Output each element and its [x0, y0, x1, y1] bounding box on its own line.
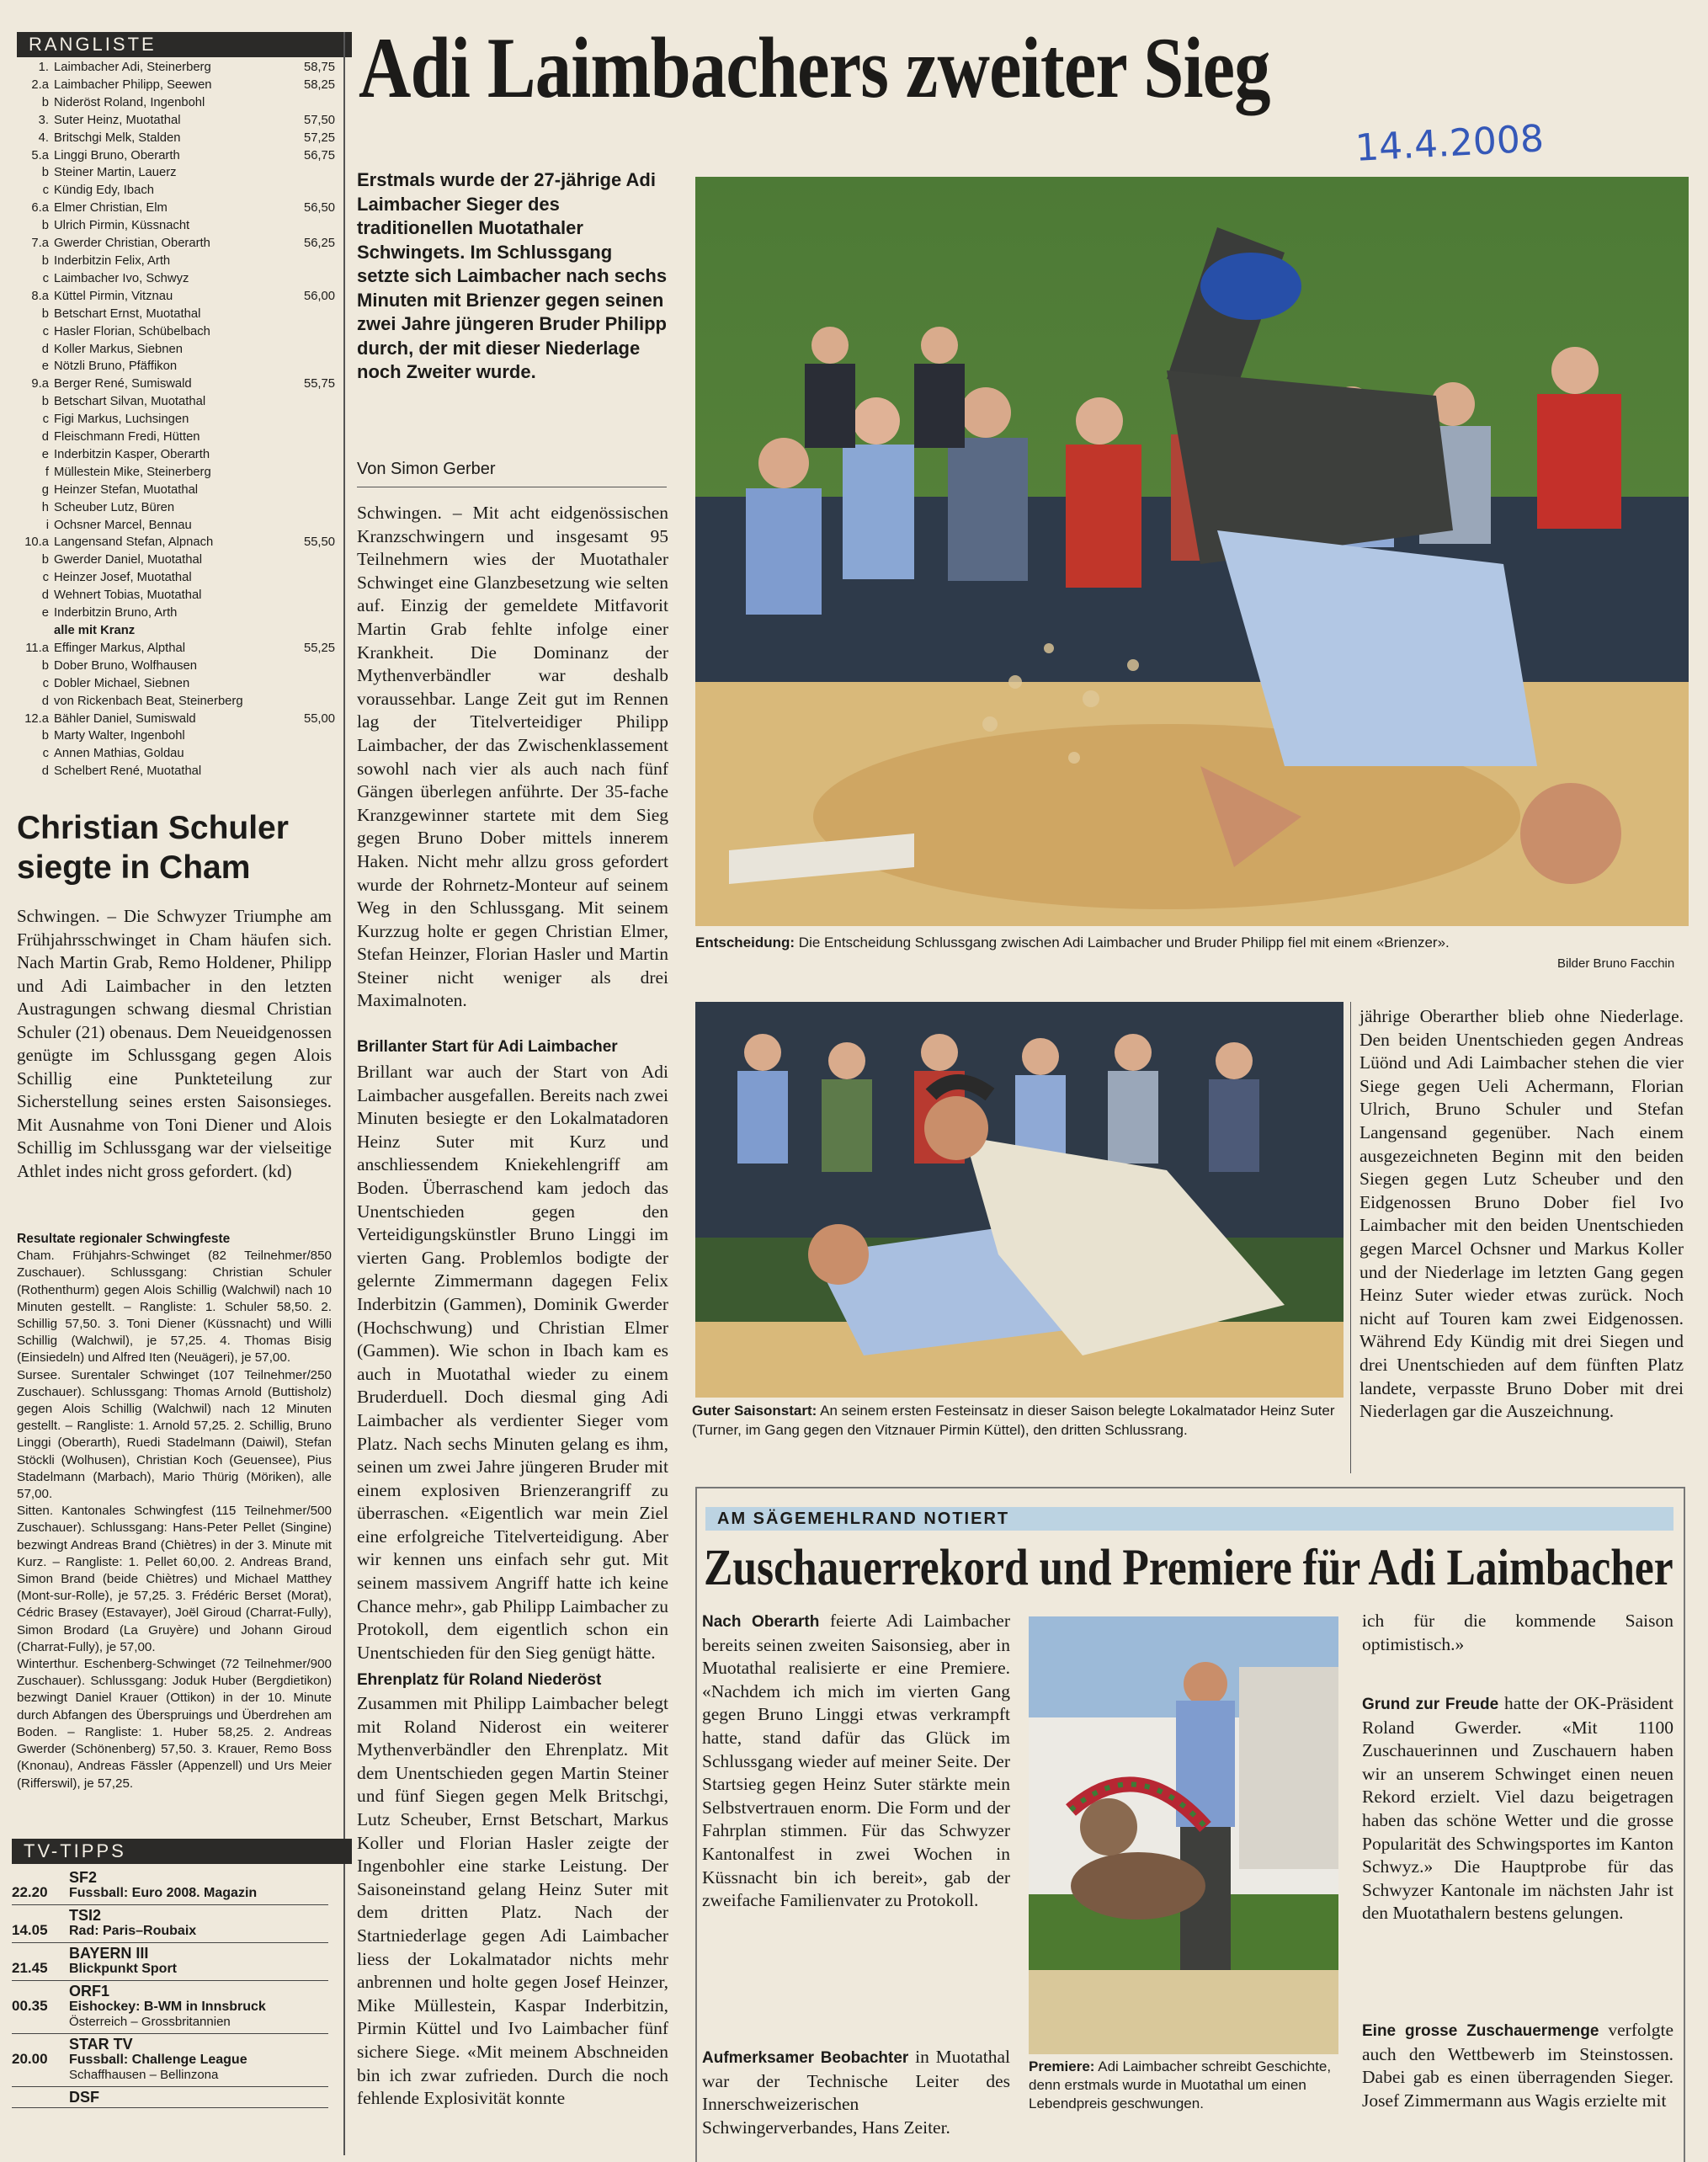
schwinger-name: Kündig Edy, Ibach	[54, 184, 155, 198]
rangliste-row	[12, 130, 335, 147]
rangliste-row	[12, 393, 335, 411]
rang: d	[41, 342, 49, 356]
rangliste-row	[12, 499, 335, 517]
premiere-caption-text: Adi Laimbacher schreibt Geschichte, denn erstmals wurde in Muotathal um einen Lebendpreis geschwungen.	[1029, 2058, 1332, 2111]
schwinger-name: Ochsner Marcel, Bennau	[54, 518, 192, 532]
schwinger-name: Schelbert René, Muotathal	[54, 764, 202, 779]
schwinger-name: Gwerder Daniel, Muotathal	[54, 553, 203, 567]
premiere-photo	[1029, 1616, 1338, 2054]
rang: 11.a	[25, 641, 49, 655]
punkte	[285, 517, 335, 535]
schwinger-name: alle mit Kranz	[54, 624, 136, 637]
rangliste-row	[12, 429, 335, 446]
schwinger-name: Elmer Christian, Elm	[54, 201, 168, 216]
rangliste-row	[12, 745, 335, 763]
rang: d	[41, 588, 49, 603]
rang: d	[41, 430, 49, 445]
notiert-tag: AM SÄGEMEHLRAND NOTIERT	[705, 1507, 1673, 1531]
punkte	[285, 622, 335, 640]
rang	[12, 622, 54, 640]
main-headline: Adi Laimbachers zweiter Sieg	[359, 20, 1270, 116]
tv-program: Blickpunkt Sport	[69, 1962, 178, 1976]
rangliste-row	[12, 604, 335, 622]
box-col1-lead: Nach Oberarth	[702, 1613, 820, 1631]
resultate-block	[17, 1231, 332, 1792]
schwinger-name: Fleischmann Fredi, Hütten	[54, 430, 200, 445]
rang: 4.	[38, 130, 49, 145]
tv-channel: SF2	[69, 1869, 98, 1886]
rang: d	[41, 764, 49, 779]
rang: c	[42, 571, 49, 585]
rangliste-list	[12, 59, 335, 780]
rangliste-row	[12, 446, 335, 464]
tv-time: 20.00	[12, 2051, 48, 2067]
tv-channel: ORF1	[69, 1983, 110, 2000]
schwinger-name: Suter Heinz, Muotathal	[54, 113, 181, 127]
rang: 6.a	[31, 201, 49, 216]
punkte: 56,00	[303, 289, 335, 303]
schwinger-name: Langensand Stefan, Alpnach	[54, 535, 214, 550]
schwinger-name: Laimbacher Adi, Steinerberg	[54, 61, 211, 74]
tv-channel: BAYERN III	[69, 1945, 149, 1962]
box-col3b	[1362, 2019, 1673, 2154]
tv-program: Fussball: Challenge League	[69, 2053, 247, 2067]
punkte	[285, 604, 335, 622]
rang: f	[45, 465, 49, 479]
schwinger-name: Berger René, Sumiswald	[54, 377, 192, 391]
tv-row	[12, 2087, 328, 2108]
schwinger-name: Inderbitzin Felix, Arth	[54, 253, 171, 268]
punkte	[285, 569, 335, 587]
schwinger-name: Bähler Daniel, Sumiswald	[54, 711, 196, 726]
punkte	[285, 464, 335, 482]
box-col1-text: feierte Adi Laimbacher bereits seinen zweiten Saisonsieg, aber in Muotathal realisierte er eine Premiere. «Nachdem ich mich im vierten Gang gegen Bruno Linggi etwas verkrampft hatte, stand dafür das Glück im Schlussgang wieder auf meiner Seite. Der Startsieg gegen Heinz Suter stärkte mein Selbstvertrauen enorm. Die Form und der Fahrplan stimmen. Für das Schwyzer Kantonalfest in zwei Wochen in Küssnacht bin ich bereit», gab der zweifache Familienvater zu Protokoll.	[702, 1611, 1011, 1911]
schwinger-name: Inderbitzin Kasper, Oberarth	[54, 447, 210, 461]
punkte	[285, 587, 335, 604]
rangliste-row	[12, 112, 335, 130]
rang: b	[41, 553, 49, 567]
rangliste-row	[12, 306, 335, 323]
rang: e	[41, 606, 49, 620]
punkte	[285, 306, 335, 323]
rangliste-row	[12, 658, 335, 675]
photo1-caption	[695, 933, 1689, 952]
tv-time: 14.05	[12, 1922, 48, 1938]
rang: b	[41, 306, 49, 321]
punkte: 55,50	[303, 535, 335, 550]
tv-row	[12, 1867, 328, 1905]
rangliste-row	[12, 59, 335, 77]
tv-channel: TSI2	[69, 1907, 102, 1924]
box-headline: Zuschauerrekord und Premiere für Adi Laimbacher	[704, 1540, 1673, 1596]
rang: 3.	[38, 113, 49, 127]
wrestling-photo-second-image	[695, 1002, 1344, 1398]
rang: b	[41, 166, 49, 180]
schwinger-name: Nideröst Roland, Ingenbohl	[54, 95, 205, 109]
rangliste-row	[12, 235, 335, 253]
box-col3b-lead: Eine grosse Zuschauermenge	[1362, 2022, 1599, 2040]
punkte	[285, 763, 335, 780]
punkte: 57,50	[303, 113, 335, 127]
rangliste-row	[12, 569, 335, 587]
punkte	[285, 164, 335, 182]
tv-row	[12, 1943, 328, 1981]
schwinger-name: Effinger Markus, Alpthal	[54, 641, 185, 655]
tv-subtitle: Österreich – Grossbritannien	[69, 2015, 231, 2029]
punkte	[285, 693, 335, 711]
box-col3-lead: Grund zur Freude	[1362, 1696, 1499, 1713]
punkte	[285, 658, 335, 675]
rangliste-row	[12, 341, 335, 359]
tv-row	[12, 1905, 328, 1943]
schwinger-name: Ulrich Pirmin, Küssnacht	[54, 219, 190, 233]
schwinger-name: Heinzer Stefan, Muotathal	[54, 482, 199, 497]
punkte: 57,25	[303, 130, 335, 145]
rangliste-row	[12, 464, 335, 482]
tv-row	[12, 2034, 328, 2087]
rangliste-row	[12, 270, 335, 288]
schuler-headline	[17, 808, 337, 887]
tv-program: Rad: Paris–Roubaix	[69, 1924, 197, 1938]
schwinger-name: Müllestein Mike, Steinerberg	[54, 465, 211, 479]
punkte: 55,75	[303, 377, 335, 391]
tv-program: Eishockey: B-WM in Innsbruck	[69, 2000, 266, 2014]
rangliste-row	[12, 323, 335, 341]
rangliste-row	[12, 640, 335, 658]
handwritten-date: 14.4.2008	[1354, 117, 1546, 170]
box-col1b	[702, 2046, 1010, 2139]
schwinger-name: Betschart Ernst, Muotathal	[54, 306, 201, 321]
photo-credit: Bilder Bruno Facchin	[1557, 956, 1675, 971]
punkte	[285, 217, 335, 235]
schwinger-name: Betschart Silvan, Muotathal	[54, 395, 206, 409]
rangliste-row	[12, 217, 335, 235]
column-divider-right	[1350, 1002, 1351, 1473]
main-paragraph-3: Zusammen mit Philipp Laimbacher belegt mit Roland Niderost ein weiterer Mythenverbändler den Ehrenplatz. Mit dem Unentschieden gegen Martin Steiner und fünf Siegen gegen Melk Britschgi, Lutz Scheuber, Ernst Betschart, Markus Koller und Florian Hasler zeigte der Ingenbohler eine starke Leistung. Der Saisoneinstand gelang Heinz Suter mit dem dritten Platz. Nach der Startniederlage gegen Adi Laimbacher liess der Lokalmatador nichts mehr anbrennen und holte gegen Josef Heinzer, Mike Müllestein, Kaspar Inderbitzin, Pirmin Küttel und Ivo Laimbacher fünf sichere Siege. «Mit meinem Abschneiden bin ich zwar zufrieden. Durch die noch fehlende Explosivität konnte	[357, 1693, 668, 2109]
rang: i	[45, 518, 49, 532]
punkte	[285, 323, 335, 341]
rang: b	[41, 95, 49, 109]
punkte	[285, 270, 335, 288]
rangliste-row	[12, 253, 335, 270]
wrestling-photo-second	[695, 1002, 1344, 1398]
punkte	[285, 551, 335, 569]
rangliste-row	[12, 711, 335, 728]
schuler-body: Schwingen. – Die Schwyzer Triumphe am Frühjahrsschwinget in Cham häufen sich. Nach Martin Grab, Remo Holdener, Philipp und Adi Laimbacher in den letzten Austragungen schwang diesmal Christian Schuler (21) obenaus. Dem Neueidgenossen genügte im Schlussgang gegen Alois Schillig eine Punkteteilung zur Sicherstellung seines ersten Saisonsieges. Mit Ausnahme von Toni Diener und Alois Schillig im Schlussgang war der vielseitige Athlet indes nicht gross gefordert. (kd)	[17, 906, 332, 1181]
schwinger-name: Annen Mathias, Goldau	[54, 747, 184, 761]
schwinger-name: Figi Markus, Luchsingen	[54, 413, 189, 427]
rangliste-row	[12, 358, 335, 375]
schwinger-name: Steiner Martin, Lauerz	[54, 166, 177, 180]
schwinger-name: Gwerder Christian, Oberarth	[54, 237, 210, 251]
schuler-headline-line1: Christian Schuler	[17, 810, 289, 846]
rangliste-row	[12, 675, 335, 693]
rang: b	[41, 219, 49, 233]
resultate-title: Resultate regionaler Schwingfeste	[17, 1232, 231, 1246]
punkte	[285, 675, 335, 693]
column-divider	[343, 32, 345, 2155]
punkte	[285, 745, 335, 763]
punkte	[285, 393, 335, 411]
schwinger-name: Koller Markus, Siebnen	[54, 342, 183, 356]
rangliste-row	[12, 411, 335, 429]
box-col1b-text: in Muotathal war der Technische Leiter des Innerschweizerischen Schwingerverbandes, Hans Zeiter.	[702, 2047, 1010, 2138]
rang: b	[41, 253, 49, 268]
rangliste-row	[12, 200, 335, 217]
rangliste-row	[12, 288, 335, 306]
photo2-caption	[692, 1401, 1349, 1440]
photo1-caption-text: Die Entscheidung Schlussgang zwischen Adi Laimbacher und Bruder Philipp fiel mit einem «Brienzer».	[798, 935, 1450, 951]
tv-list	[12, 1867, 328, 2108]
rangliste-row	[12, 727, 335, 745]
wrestling-photo-main	[695, 177, 1689, 926]
punkte	[285, 253, 335, 270]
punkte	[285, 94, 335, 112]
tv-row	[12, 1981, 328, 2034]
punkte: 58,75	[303, 61, 335, 74]
box-col3	[1362, 1692, 1673, 1925]
tv-program: Fussball: Euro 2008. Magazin	[69, 1886, 258, 1900]
schwinger-name: Scheuber Lutz, Büren	[54, 500, 175, 514]
schwinger-name: von Rickenbach Beat, Steinerberg	[54, 694, 243, 708]
tv-channel: DSF	[69, 2089, 99, 2106]
photo2-caption-text: An seinem ersten Festeinsatz in dieser Saison belegte Lokalmatador Heinz Suter (Turner, im Gang gegen den Vitznauer Pirmin Küttel), den dritten Schlussrang.	[692, 1403, 1335, 1438]
subhead-2: Ehrenplatz für Roland Niederöst	[357, 1671, 602, 1689]
box-col3b-text: verfolgte auch den Wettbewerb im Steinstossen. Dabei gab es einen überragenden Sieger. Josef Zimmermann aus Wagis erzielte mit	[1362, 2020, 1673, 2111]
schwinger-name: Laimbacher Philipp, Seewen	[54, 77, 212, 92]
subhead-1: Brillanter Start für Adi Laimbacher	[357, 1038, 618, 1056]
rang: c	[42, 184, 49, 198]
rang: h	[41, 500, 49, 514]
rang: d	[41, 694, 49, 708]
punkte	[285, 358, 335, 375]
rang: b	[41, 729, 49, 743]
punkte: 56,25	[303, 237, 335, 251]
tv-subtitle: Schaffhausen – Bellinzona	[69, 2068, 219, 2082]
box-col1	[702, 1610, 1010, 1913]
schuler-headline-line2: siegte in Cham	[17, 849, 251, 886]
rangliste-row	[12, 551, 335, 569]
punkte: 55,25	[303, 641, 335, 655]
rang: 12.a	[24, 711, 49, 726]
punkte: 56,75	[303, 148, 335, 162]
punkte	[285, 446, 335, 464]
rangliste-row	[12, 375, 335, 393]
punkte	[285, 727, 335, 745]
main-paragraph-2: Brillant war auch der Start von Adi Laimbacher ausgefallen. Bereits nach zwei Minuten besiegte er den Lokalmatadoren Heinz Suter mit Kurz und anschliessendem Kniekehlengriff am Boden. Überraschend kam jedoch das Unentschieden gegen den Verteidigungskünstler Bruno Linggi im vierten Gang. Problemlos bodigte der gelernte Zimmermann dagegen Felix Inderbitzin (Gammen), Dominik Gwerder (Hochschwung) und Christian Elmer (Gammen). Wie schon in Ibach kam es auch in Muotathal wieder zu einem Bruderduell. Doch diesmal ging Adi Laimbacher als verdienter Sieger vom Platz. Nach sechs Minuten gelang es ihm, seinen um zwei Jahre jüngeren Bruder mit einem explosiven Brienzerangriff zu überraschen. «Eigentlich war mein Ziel eine erfolgreiche Titelverteidigung. Aber wir kennen uns einfach sehr gut. Mit seinem massivem Angriff hatte ich keine Chance mehr», gab Philipp Laimbacher zu Protokoll, dem eigentlich schon ein Unentschieden für den Sieg genügt hätte.	[357, 1062, 668, 1663]
premiere-caption-label: Premiere:	[1029, 2058, 1095, 2074]
rang: 10.a	[24, 535, 49, 550]
premiere-caption	[1029, 2058, 1340, 2113]
tv-header: TV-TIPPS	[12, 1839, 352, 1864]
punkte	[285, 411, 335, 429]
resultate-text: Cham. Frühjahrs-Schwinget (82 Teilnehmer/850 Zuschauer). Schlussgang: Christian Schuler (Rothenthurm) gegen Alois Schillig (Walchwil) nach 10 Minuten gestellt. – Rangliste: 1. Schuler 58,50. 2. Schillig 57,50. 3. Toni Diener (Küssnacht) und Willi Schillig (Walchwil), je 57,25. 4. Thomas Bisig (Einsiedeln) und Alfred Iten (Neuägeri), je 57,00. Sursee. Surentaler Schwinget (107 Teilnehmer/250 Zuschauer). Schlussgang: Thomas Arnold (Buttisholz) gegen Alois Schillig (Walchwil) nach 12 Minuten gestellt. – Rangliste: 1. Arnold 57,25. 2. Schillig, Bruno Linggi (Oberarth), Ruedi Stadelmann (Daiwil), Stefan Stöckli (Wolhusen), Christian Koch (Geuensee), Pius Stadelmann (Marbach), Mario Thürig (Möriken), alle 57,00. Sitten. Kantonales Schwingfest (115 Teilnehmer/500 Zuschauer). Schlussgang: Hans-Peter Pellet (Singine) bezwingt Andreas Brand (Chiètres) in der 3. Minute mit Kurz. – Rangliste: 1. Pellet 60,00. 2. Andreas Brand, Simon Brand (beide Chiètres) und Michael Matthey (Mont-sur-Rolle), je 57,25. 3. Frédéric Berset (Morat), Cédric Brasey (Estavayer), Joël Giroud (Charrat-Fully), Simon Brodard (La Gruyère) und Johann Giroud (Charrat-Fully), je 57,00. Winterthur. Eschenberg-Schwinget (72 Teilnehmer/900 Zuschauer). Schlussgang: Joduk Huber (Bergdietikon) bezwingt Daniel Krauer (Ottikon) in der 10. Minute durch Abfangen des Überspruings und Überdrehen am Boden. – Rangliste: 1. Huber 58,25. 2. Andreas Gwerder (Schönenberg) 57,50. 3. Krauer, Remo Boss (Knonau), Andreas Fässler (Appenzell) und Urs Meier (Rifferswil), je 57,25.	[17, 1249, 332, 1791]
rangliste-row	[12, 517, 335, 535]
rangliste-row	[12, 147, 335, 165]
premiere-photo-image	[1029, 1616, 1338, 2054]
schwinger-name: Dobler Michael, Siebnen	[54, 676, 190, 690]
punkte	[285, 499, 335, 517]
rangliste-row	[12, 94, 335, 112]
rang: 1.	[38, 61, 49, 74]
rang: 2.a	[31, 77, 49, 92]
wrestling-photo-main-image	[695, 177, 1689, 926]
schwinger-name: Marty Walter, Ingenbohl	[54, 729, 185, 743]
rang: 9.a	[31, 377, 49, 391]
punkte	[285, 341, 335, 359]
rangliste-row	[12, 693, 335, 711]
schwinger-name: Küttel Pirmin, Vitznau	[54, 289, 173, 303]
rang: c	[42, 271, 49, 285]
box-col1b-lead: Aufmerksamer Beobachter	[702, 2049, 909, 2067]
rang: b	[41, 395, 49, 409]
rangliste-row	[12, 587, 335, 604]
punkte: 56,50	[303, 201, 335, 216]
rangliste-row	[12, 622, 335, 640]
photo2-caption-label: Guter Saisonstart:	[692, 1403, 817, 1419]
rang: c	[42, 676, 49, 690]
rang: 8.a	[31, 289, 49, 303]
tv-time: 00.35	[12, 1998, 48, 2014]
schwinger-name: Wehnert Tobias, Muotathal	[54, 588, 202, 603]
schwinger-name: Nötzli Bruno, Pfäffikon	[54, 359, 178, 374]
schwinger-name: Heinzer Josef, Muotathal	[54, 571, 192, 585]
tv-time: 21.45	[12, 1960, 48, 1976]
rangliste-row	[12, 182, 335, 200]
byline: Von Simon Gerber	[357, 460, 496, 478]
main-lead: Erstmals wurde der 27-jährige Adi Laimbacher Sieger des traditionellen Muotathaler Schwingets. Im Schlussgang setzte sich Laimbacher nach sechs Minuten mit Brienzer gegen seinen zwei Jahre jüngeren Bruder Philipp durch, der mit dieser Niederlage noch Zweiter wurde.	[357, 169, 668, 382]
punkte: 55,00	[303, 711, 335, 726]
rang: c	[42, 747, 49, 761]
rangliste-row	[12, 763, 335, 780]
tv-time: 22.20	[12, 1884, 48, 1900]
schwinger-name: Inderbitzin Bruno, Arth	[54, 606, 178, 620]
punkte: 58,25	[303, 77, 335, 92]
schwinger-name: Hasler Florian, Schübelbach	[54, 324, 210, 338]
rangliste-header: RANGLISTE	[17, 32, 352, 57]
rang: g	[41, 482, 49, 497]
rang: e	[41, 447, 49, 461]
main-paragraph-1: Schwingen. – Mit acht eidgenössischen Kranzschwingern und insgesamt 95 Teilnehmern wies der Muotathaler Schwinget eine Glanzbesetzung wie selten auf. Einzig der gemeldete Mitfavorit Martin Grab fehlte infolge einer Krankheit. Die Dominanz der Mythenverbändler war deshalb voraussehbar. Lange Zeit gut im Rennen lag der Titelverteidiger Philipp Laimbacher, der das Zwischenklassement sowohl nach vier als auch nach fünf Gängen überlegen anführte. Der 35-fache Kranzgewinner startete mit dem Sieg gegen Bruno Dober mittels innerem Haken. Nicht mehr allzu gross gefordert wurde der Rohrnetz-Monteur auf seinem Weg in den Schlussgang. Mit seinem Kurzzug holte er gegen Christian Elmer, Stefan Heinzer, Florian Hasler und Martin Steiner nicht weniger als drei Maximalnoten.	[357, 503, 668, 1011]
rang: 7.a	[31, 237, 49, 251]
main-paragraph-4: jährige Oberarther blieb ohne Niederlage. Den beiden Unentschieden gegen Andreas Lüönd und Adi Laimbacher stehen die vier Siege gegen Ueli Achermann, Florian Ulrich, Bruno Schuler und Stefan Langensand gegenüber. Nach einem ausgezeichneten Beginn mit den beiden Siegen gegen Lutz Scheuber und den Eidgenossen Bruno Dober fiel Ivo Laimbacher mit den beiden Unentschieden gegen Marcel Ochsner und Markus Koller und der Niederlage im letzten Gang gegen Heinz Suter wieder etwas zurück. Noch nicht auf Touren kam zwei Eidgenossen. Während Edy Kündig mit drei Siegen und drei Unentschieden auf dem fünften Platz landete, verpasste Bruno Dober mit drei Niederlagen gar die Auszeichnung.	[1359, 1006, 1684, 1422]
rang: c	[42, 413, 49, 427]
photo1-caption-label: Entscheidung:	[695, 935, 795, 951]
punkte	[285, 482, 335, 499]
rang: 5.a	[31, 148, 49, 162]
schwinger-name: Laimbacher Ivo, Schwyz	[54, 271, 189, 285]
schwinger-name: Britschgi Melk, Stalden	[54, 130, 181, 145]
rangliste-row	[12, 482, 335, 499]
rang: c	[42, 324, 49, 338]
tv-channel: STAR TV	[69, 2036, 133, 2053]
rangliste-row	[12, 164, 335, 182]
punkte	[285, 429, 335, 446]
rangliste-row	[12, 77, 335, 94]
box-col3-top: ich für die kommende Saison optimistisch.»	[1362, 1611, 1673, 1654]
punkte	[285, 182, 335, 200]
rang: b	[41, 658, 49, 673]
box-col3-text: hatte der OK-Präsident Roland Gwerder. «Mit 1100 Zuschauerinnen und Zuschauern haben wir an unserem Schwinget einen neuen Rekord erzielt. Viel dazu beigetragen haben das schöne Wetter und die grosse Popularität des Schwingsportes im Kanton Schwyz.» Die Hauptprobe für das Schwyzer Kantonale im nächsten Jahr ist den Muotathalern bestens gelungen.	[1362, 1693, 1673, 1924]
rangliste-row	[12, 534, 335, 551]
schwinger-name: Dober Bruno, Wolfhausen	[54, 658, 197, 673]
rang: e	[41, 359, 49, 374]
schwinger-name: Linggi Bruno, Oberarth	[54, 148, 180, 162]
